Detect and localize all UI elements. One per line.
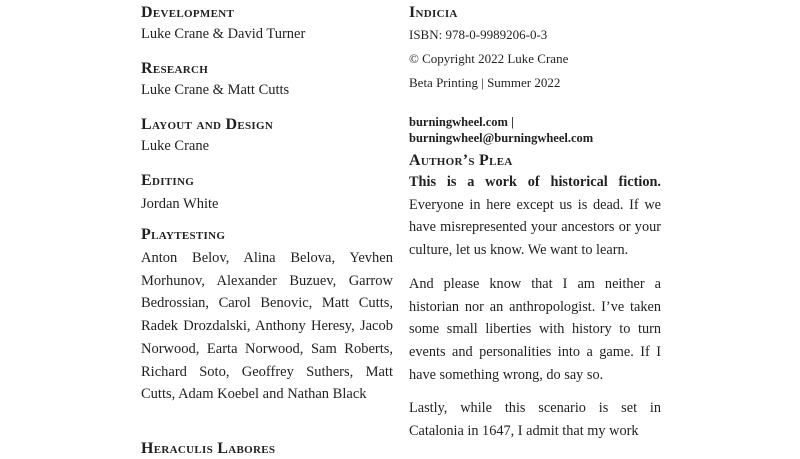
- credit-text: Jordan White: [141, 196, 219, 212]
- contact-section: [409, 114, 661, 146]
- plea-text-1: Everyone in here except us is dead. If we have misrepresented your ancestors or your culture, let us know. We want to learn.: [409, 196, 661, 259]
- plea-paragraph-2: And please know that I am neither a historian nor an anthropologist. I’ve taken some small liberties with history to turn events and personalities into a game. If I have something wrong, do say so.: [409, 275, 661, 383]
- credit-heading: Heraculis Labores: [141, 440, 276, 457]
- website-link[interactable]: burningwheel.com |: [409, 115, 514, 129]
- indicia-heading: Indicia: [409, 4, 458, 21]
- plea-paragraph-3: Lastly, while this scenario is set in Catalonia in 1647, I admit that my work: [409, 400, 661, 440]
- credit-development: [141, 3, 393, 46]
- plea-paragraph-1: [409, 171, 661, 262]
- credit-heading: Research: [141, 60, 209, 77]
- isbn: ISBN: 978-0-9989206-0-3: [409, 27, 548, 42]
- credit-heading: Layout and Design: [141, 116, 274, 133]
- copyright: © Copyright 2022 Luke Crane: [409, 51, 569, 66]
- credit-heading: Playtesting: [141, 226, 226, 243]
- credit-text: Anton Belov, Alina Belova, Yevhen Morhunov, Alexander Buzuev, Garrow Bedrossian, Carol Benovic, Matt Cutts, Radek Drozdalski, Anthony Heresy, Jacob Norwood, Earta Norwood, Sam Roberts, Richard Soto, Geoffrey Suthers, Matt Cutts, Adam Koebel and Nathan Black: [141, 250, 393, 403]
- credit-playtesting: [141, 225, 393, 406]
- plea-lead: This is a work of historical fiction.: [409, 174, 661, 190]
- credit-research: [141, 59, 393, 102]
- credit-heading: Development: [141, 4, 235, 21]
- credit-heraculis-labores: [141, 439, 393, 459]
- printing: Beta Printing | Summer 2022: [409, 75, 561, 90]
- credit-layout-design: [141, 115, 393, 158]
- email-link[interactable]: burningwheel@burningwheel.com: [409, 131, 594, 145]
- credit-text: Luke Crane & Matt Cutts: [141, 82, 290, 98]
- credit-text: Luke Crane & David Turner: [141, 26, 306, 42]
- plea-section: [409, 151, 661, 443]
- plea-heading: Author’s Plea: [409, 152, 513, 169]
- credit-heading: Editing: [141, 172, 195, 189]
- credit-editing: [141, 171, 393, 216]
- indicia-section: [409, 3, 661, 95]
- credit-text: Luke Crane: [141, 138, 210, 154]
